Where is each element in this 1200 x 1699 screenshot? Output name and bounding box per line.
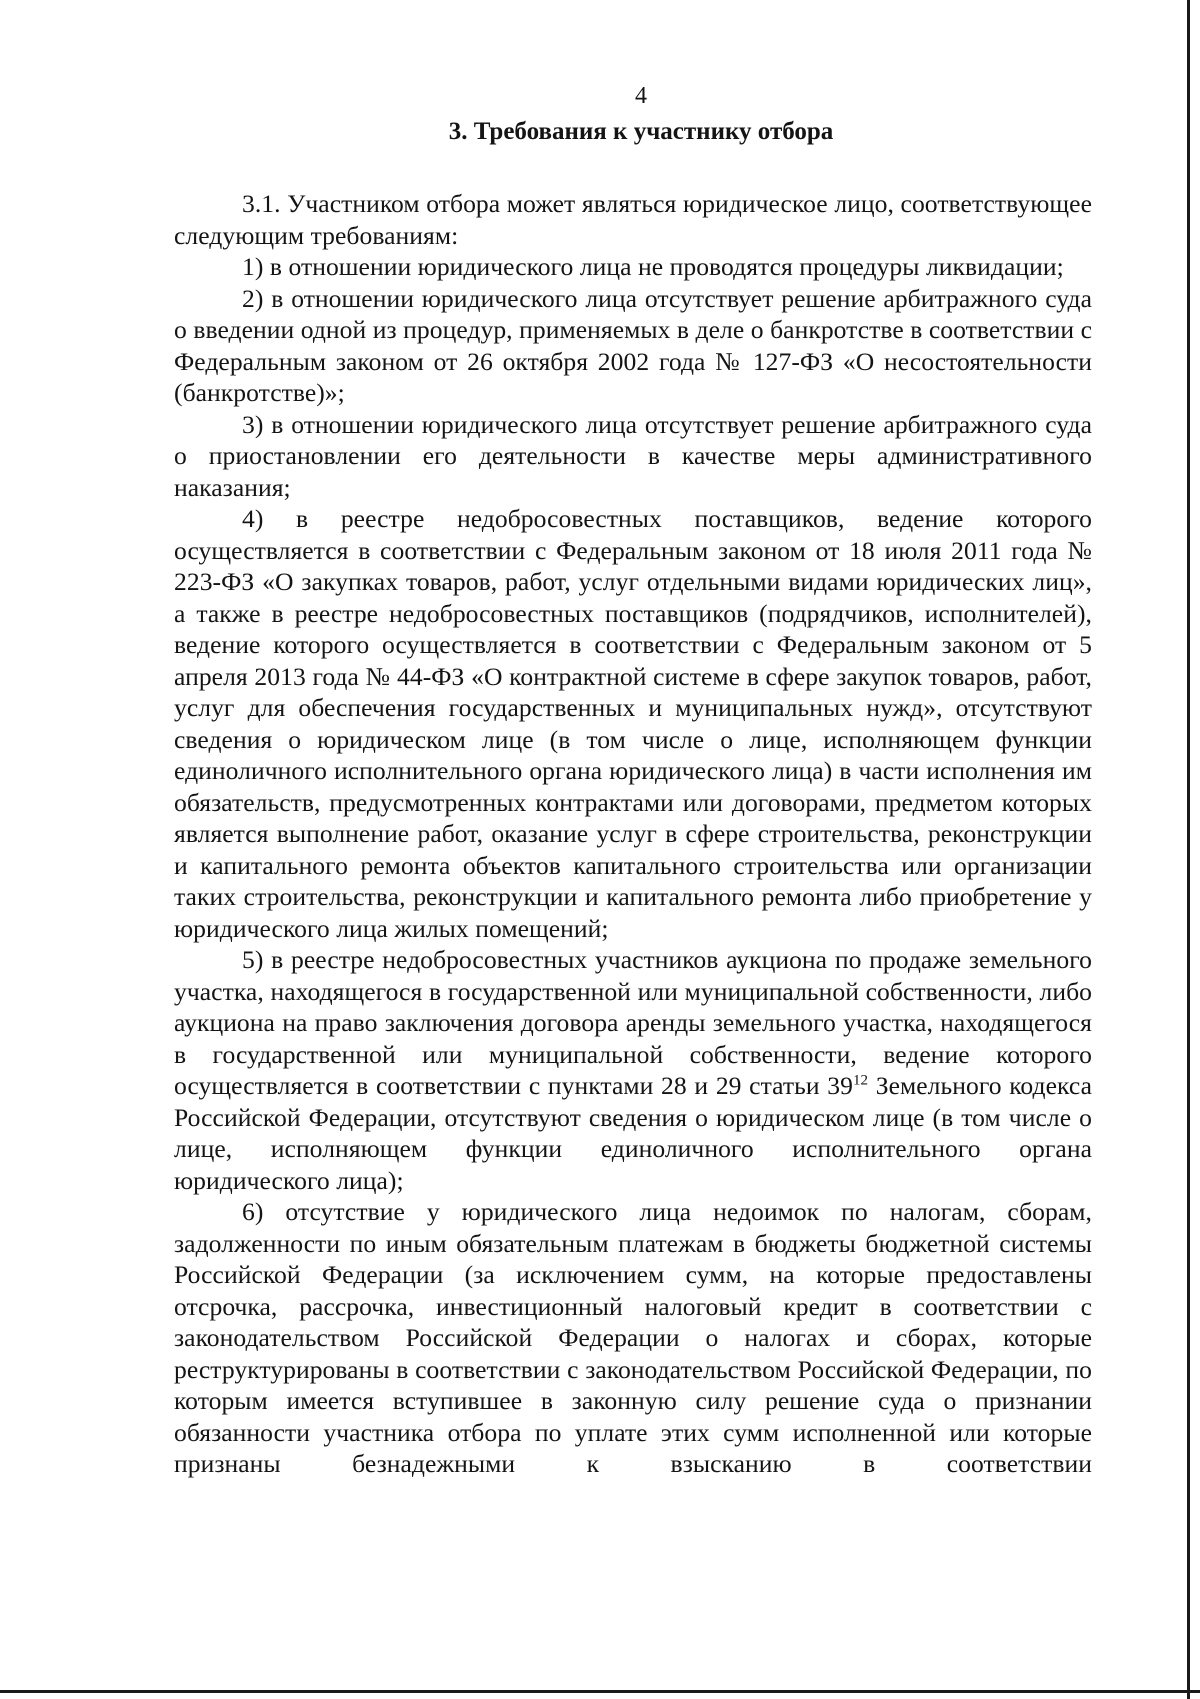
- paragraph-3-1: 3.1. Участником отбора может являться юридическое лицо, соответствующее следующим требованиям:: [174, 189, 1092, 250]
- section-title: 3. Требования к участнику отбора: [448, 118, 834, 145]
- paragraph-item-5-text-b: Земельного кодекса Российской Федерации, отсутствуют сведения о юридическом лице (в том числе о лице, исполняющем функции единоличного исполнительного органа юридического лица);: [174, 1071, 1093, 1195]
- paragraph-item-5-text-a: 5) в реестре недобросовестных участников аукциона по продаже земельного участка, находящегося в государственной или муниципальной собственности, либо аукциона на право заключения договора аренды земельного участка, находящегося в государственной или муниципальной собственности, ведение которого осуществляется в соответствии с пунктами 28 и 29 статьи 39: [174, 945, 1092, 1100]
- scan-border-bottom: [0, 1690, 1200, 1693]
- paragraph-item-4: 4) в реестре недобросовестных поставщиков, ведение которого осуществляется в соответствии с Федеральным законом от 18 июля 2011 года № 223-ФЗ «О закупках товаров, работ, услуг отдельными видами юридических лиц», а также в реестре недобросовестных поставщиков (подрядчиков, исполнителей), ведение которого осуществляется в соответствии с Федеральным законом от 5 апреля 2013 года № 44-ФЗ «О контрактной системе в сфере закупок товаров, работ, услуг для обеспечения государственных и муниципальных нужд», отсутствуют сведения о юридическом лице (в том числе о лице, исполняющем функции единоличного исполнительного органа юридического лица) в части исполнения им обязательств, предусмотренных контрактами или договорами, предметом которых является выполнение работ, оказание услуг в сфере строительства, реконструкции и капитального ремонта объектов капитального строительства или организации таких строительства, реконструкции и капитального ремонта либо приобретение у юридического лица жилых помещений;: [174, 504, 1092, 943]
- article-superscript: 12: [852, 1072, 869, 1089]
- scan-border-right: [1187, 0, 1190, 1699]
- paragraph-item-3: 3) в отношении юридического лица отсутствует решение арбитражного суда о приостановлении его деятельности в качестве меры административного наказания;: [174, 409, 1092, 502]
- body-text: [174, 188, 1092, 1480]
- page-number: 4: [635, 83, 647, 109]
- paragraph-item-2: 2) в отношении юридического лица отсутствует решение арбитражного суда о введении одной из процедур, применяемых в деле о банкротстве в соответствии с Федеральным законом от 26 октября 2002 года № 127-ФЗ «О несостоятельности (банкротстве)»;: [174, 283, 1092, 407]
- paragraph-item-5: [174, 944, 1092, 1196]
- paragraph-item-1: 1) в отношении юридического лица не проводятся процедуры ликвидации;: [242, 252, 1064, 281]
- document-page: [174, 80, 1092, 1480]
- paragraph-item-6: 6) отсутствие у юридического лица недоимок по налогам, сборам, задолженности по иным обязательным платежам в бюджеты бюджетной системы Российской Федерации (за исключением сумм, на которые предоставлены отсрочка, рассрочка, инвестиционный налоговый кредит в соответствии с законодательством Российской Федерации о налогах и сборах, которые реструктурированы в соответствии с законодательством Российской Федерации, по которым имеется вступившее в законную силу решение суда о признании обязанности участника отбора по уплате этих сумм исполненной или которые признаны безнадежными к взысканию в соответствии: [174, 1197, 1092, 1478]
